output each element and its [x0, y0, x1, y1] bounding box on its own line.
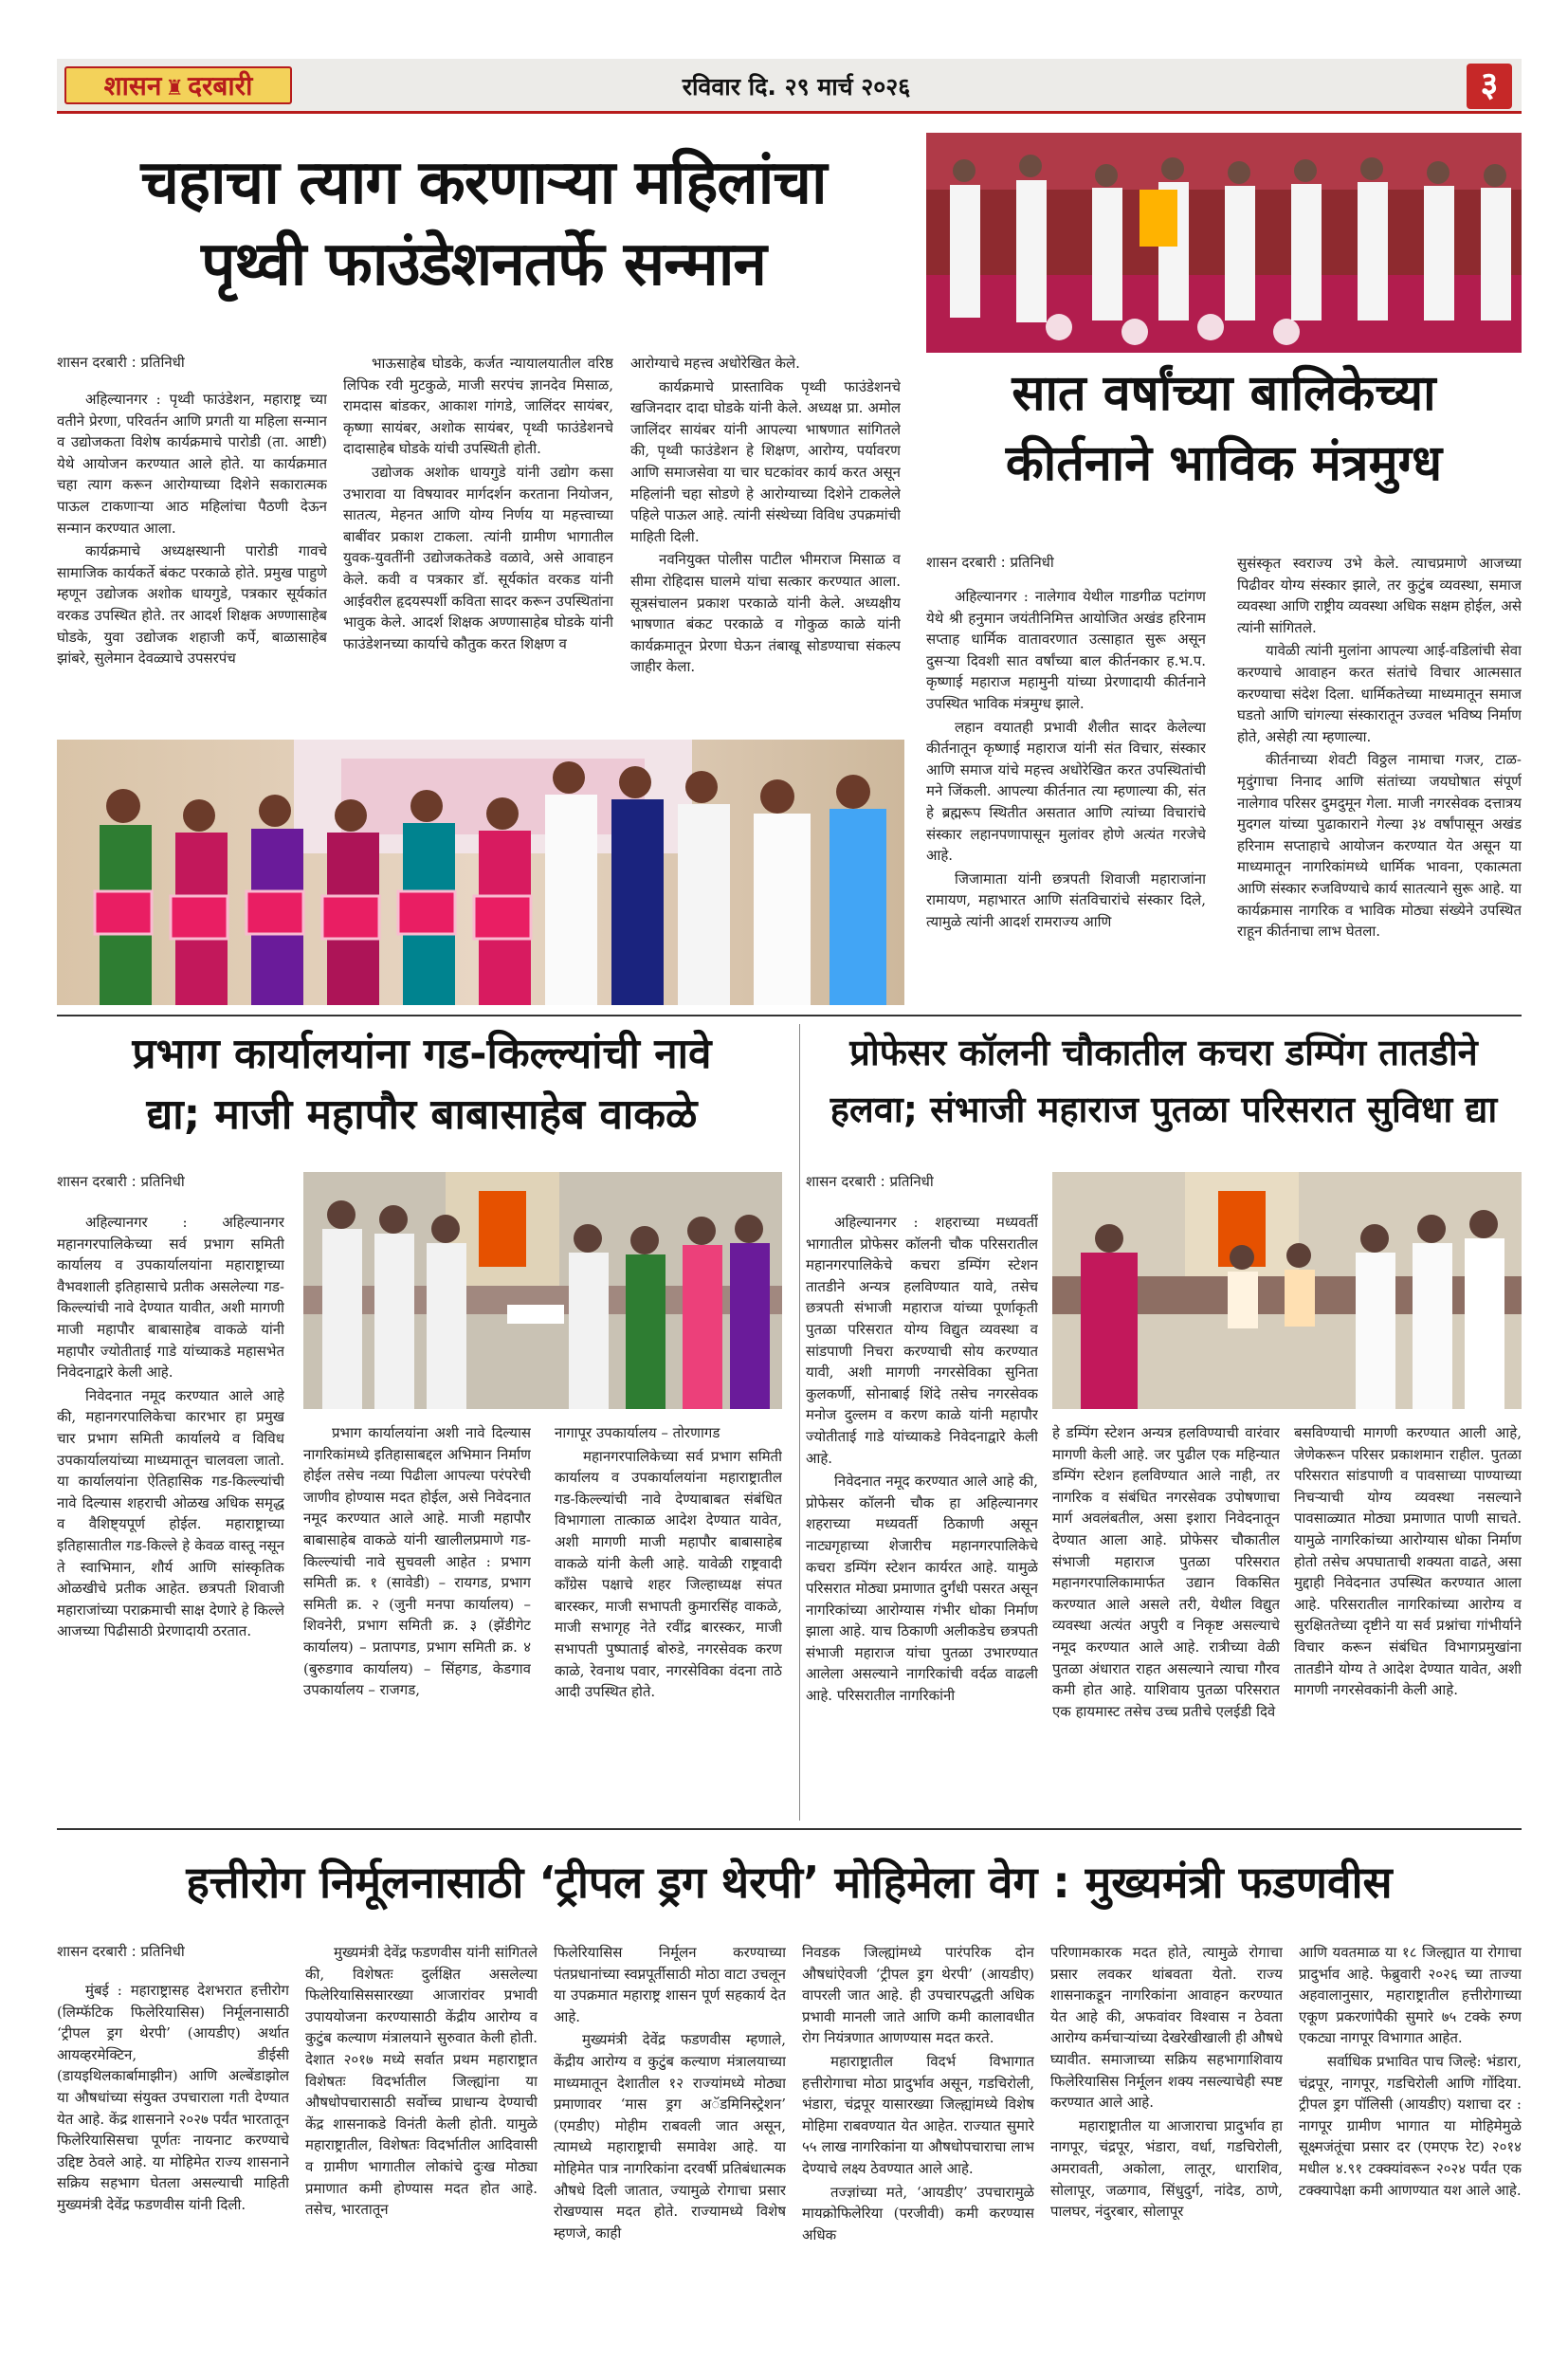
story5-column-2 [305, 1942, 538, 2359]
story3-paragraph: नागापूर उपकार्यालय – तोरणागड [555, 1424, 720, 1441]
story5-column-3 [554, 1942, 786, 2359]
story4-column-2 [1052, 1422, 1280, 1821]
story3-paragraph: निवेदनात नमूद करण्यात आले आहे की, महानगरपालिकेचा कारभार हा प्रमुख चार प्रभाग समिती कार्यालये व विविध उपकार्यालयांच्या माध्यमातून चालवला जातो. या कार्यालयांना ऐतिहासिक गड-किल्ल्यांची नावे दिल्यास शहराची ओळख अधिक समृद्ध व वैशिष्ट्यपूर्ण होईल. महाराष्ट्राच्या इतिहासातील गड-किल्ले हे केवळ वास्तू नसून ते स्वाभिमान, शौर्य आणि सांस्कृतिक ओळखीचे प्रतीक आहेत. छत्रपती शिवाजी महाराजांच्या पराक्रमाची साक्ष देणारे हे किल्ले आजच्या पिढीसाठी प्रेरणादायी ठरतात. [57, 1386, 284, 1640]
story4-byline: शासन दरबारी : प्रतिनिधी [806, 1173, 934, 1190]
story2-paragraph: लहान वयातही प्रभावी शैलीत सादर केलेल्या कीर्तनातून कृष्णाई महाराज यांनी संत विचार, संस्कार आणि समाज यांचे महत्त्व अधोरेखित करत उपस्थितांची मने जिंकली. आपल्या कीर्तनात त्या म्हणाल्या की, संत हे ब्रह्मरूप स्थितीत असतात आणि त्यांच्या विचारांचे संस्कार लहानपणापासून मुलांवर होणे अत्यंत गरजेचे आहे. [926, 718, 1206, 865]
lamp-icon: ♜ [165, 77, 185, 101]
story2-paragraph: यावेळी त्यांनी मुलांना आपल्या आई-वडिलांची सेवा करण्याचे आवाहन करत संतांचे विचार आत्मसात करण्याचा संदेश दिला. धार्मिकतेच्या माध्यमातून समाज घडतो आणि चांगल्या संस्कारातून उज्वल भविष्य निर्माण होते, असेही त्या म्हणाल्या. [1237, 642, 1522, 745]
logo-right-text: दरबारी [188, 70, 253, 101]
section-divider [57, 1015, 1522, 1016]
story2-column-2 [1237, 553, 1522, 1008]
story4-column-3 [1294, 1422, 1522, 1821]
story2-byline: शासन दरबारी : प्रतिनिधी [926, 554, 1054, 571]
story1-byline: शासन दरबारी : प्रतिनिधी [57, 354, 185, 371]
story2-paragraph: कीर्तनाच्या शेवटी विठ्ठल नामाचा गजर, टाळ-मृदुंगाचा निनाद आणि संतांच्या जयघोषात संपूर्ण नालेगाव परिसर दुमदुमून गेला. माजी नगरसेवक दत्तात्रय मुदगल यांच्या पुढाकाराने गेल्या ३४ वर्षांपासून अखंड हरिनाम सप्ताहाचे आयोजन करण्यात येत असून या माध्यमातून नागरिकांमध्ये धार्मिक भावना, एकात्मता आणि संस्कार रुजविण्याचे कार्य सातत्याने सुरू आहे. या कार्यक्रमास नागरिक व भाविक मोठ्या संख्येने उपस्थित राहून कीर्तनाचा लाभ घेतला. [1237, 751, 1522, 941]
story5-paragraph: आणि यवतमाळ या १८ जिल्ह्यात या रोगाचा प्रादुर्भाव आहे. फेब्रुवारी २०२६ च्या ताज्या अहवालानुसार, महाराष्ट्रातील हत्तीरोगाच्या एकूण प्रकरणांपैकी सुमारे ७५ टक्के रुग्ण एकट्या नागपूर विभागात आहेत. [1299, 1944, 1522, 2047]
story5-column-5 [1050, 1942, 1283, 2359]
story1-headline-line1: चहाचा त्याग करणाऱ्या महिलांचा [140, 148, 827, 218]
story1-column-1 [57, 389, 327, 730]
story1-paragraph: अहिल्यानगर : पृथ्वी फाउंडेशन, महाराष्ट्र च्या वतीने प्रेरणा, परिवर्तन आणि प्रगती या महिला सन्मान व उद्योजकता विशेष कार्यक्रमाचे पारोडी (ता. आष्टी) येथे आयोजन करण्यात आले होते. या कार्यक्रमात चहा त्याग करून आरोग्याच्या दिशेने सकारात्मक पाऊल टाकणाऱ्या आठ महिलांचा पैठणी देऊन सन्मान करण्यात आला. [57, 391, 327, 537]
story5-paragraph: फिलेरियासिस निर्मूलन करण्याच्या पंतप्रधानांच्या स्वप्नपूर्तीसाठी मोठा वाटा उचलून या उपक्रमात महाराष्ट्र शासन पूर्ण सहकार्य देत आहे. [554, 1944, 786, 2025]
story2-paragraph: अहिल्यानगर : नालेगाव येथील गाडगीळ पटांगण येथे श्री हनुमान जयंतीनिमित्त आयोजित अखंड हरिनाम सप्ताह धार्मिक वातावरणात उत्साहात सुरू असून दुसऱ्या दिवशी सात वर्षांच्या बाल कीर्तनकार ह.भ.प. कृष्णाई महाराज महामुनी यांच्या प्रेरणादायी कीर्तनाने उपस्थित भाविक मंत्रमुग्ध झाले. [926, 588, 1206, 712]
story5-paragraph: परिणामकारक मदत होते, त्यामुळे रोगाचा प्रसार लवकर थांबवता येतो. राज्य शासनाकडून नागरिकांना आवाहन करण्यात येत आहे की, अफवांवर विश्वास न ठेवता आरोग्य कर्मचाऱ्यांच्या देखरेखीखाली ही औषधे घ्यावीत. समाजाच्या सक्रिय सहभागाशिवाय फिलेरियासिस निर्मूलन शक्य नसल्याचेही स्पष्ट करण्यात आले आहे. [1050, 1944, 1283, 2112]
story1-group-photo [57, 740, 904, 1005]
story1-paragraph: कार्यक्रमाचे प्रास्ताविक पृथ्वी फाउंडेशनचे खजिनदार दादा घोडके यांनी केले. अध्यक्ष प्रा. अमोल जालिंदर सायंबर यांनी आपल्या भाषणात सांगितले की, पृथ्वी फाउंडेशन हे शिक्षण, आरोग्य, पर्यावरण आणि समाजसेवा या चार घटकांवर कार्य करत असून महिलांनी चहा सोडणे हे आरोग्याच्या दिशेने टाकलेले पहिले पाऊल आहे. त्यांनी संस्थेच्या विविध उपक्रमांची माहिती दिली. [630, 377, 901, 545]
story3-paragraph: अहिल्यानगर : अहिल्यानगर महानगरपालिकेच्या सर्व प्रभाग समिती कार्यालय व उपकार्यालयांना महाराष्ट्राच्या वैभवशाली इतिहासाचे प्रतीक असलेल्या गड-किल्ल्यांची नावे देण्यात यावीत, अशी मागणी माजी महापौर बाबासाहेब वाकळे यांनी महापौर ज्योतीताई गाडे यांच्याकडे महासभेत निवेदनाद्वारे केली आहे. [57, 1214, 284, 1382]
story3-memorandum-photo [303, 1172, 782, 1409]
story2-headline [926, 358, 1522, 499]
story5-byline: शासन दरबारी : प्रतिनिधी [57, 1943, 185, 1960]
story4-column-1 [806, 1212, 1038, 1819]
story5-paragraph: निवडक जिल्ह्यांमध्ये पारंपरिक दोन औषधांऐवजी ‘ट्रीपल ड्रग थेरपी’ (आयडीए) वापरली जात आहे. ही उपचारपद्धती अधिक प्रभावी मानली जाते आणि कमी कालावधीत रोग नियंत्रणात आणण्यास मदत करते. [802, 1944, 1034, 2047]
newspaper-logo [64, 66, 292, 104]
story2-headline-line1: सात वर्षांच्या बालिकेच्या [1012, 365, 1436, 422]
story1-paragraph: कार्यक्रमाचे अध्यक्षस्थानी पारोडी गावचे सामाजिक कार्यकर्ते बंकट परकाळे होते. प्रमुख पाहुणे म्हणून उद्योजक अशोक धायगुडे, पत्रकार सूर्यकांत वरकड उपस्थित होते. तर आदर्श शिक्षक अण्णासाहेब घोडके, युवा उद्योजक शहाजी कर्पे, बाळासाहेब झांबरे, सुलेमान देवळ्याचे उपसरपंच [57, 542, 327, 668]
story3-headline-line2: द्या; माजी महापौर बाबासाहेब वाकळे [146, 1090, 698, 1139]
section-divider [57, 1828, 1522, 1830]
story2-headline-line2: कीर्तनाने भाविक मंत्रमुग्ध [1005, 435, 1443, 492]
story2-kirtan-photo [926, 133, 1522, 353]
story5-paragraph: मुख्यमंत्री देवेंद्र फडणवीस यांनी सांगितले की, विशेषतः दुर्लक्षित असलेल्या फिलेरियासिससारख्या आजारांवर प्रभावी उपाययोजना करण्यासाठी केंद्रीय आरोग्य व कुटुंब कल्याण मंत्रालयाने सुरुवात केली होती. देशात २०१७ मध्ये सर्वात प्रथम महाराष्ट्रात विशेषतः विदर्भातील जिल्ह्यांना या औषधोपचारासाठी सर्वोच्च प्राधान्य देण्याची केंद्र शासनाकडे विनंती केली होती. यामुळे महाराष्ट्रातील, विशेषतः विदर्भातील आदिवासी व ग्रामीण भागातील लोकांचे दुःख मोठ्या प्रमाणात कमी होण्यास मदत होत आहे. तसेच, भारतातून [305, 1944, 538, 2219]
story1-column-3 [630, 353, 901, 732]
story1-headline-line2: पृथ्वी फाउंडेशनतर्फे सन्मान [201, 229, 766, 300]
story3-byline: शासन दरबारी : प्रतिनिधी [57, 1173, 185, 1190]
page-number: ३ [1467, 64, 1512, 109]
story1-column-2 [343, 353, 613, 732]
story1-paragraph: उद्योजक अशोक धायगुडे यांनी उद्योग कसा उभारावा या विषयावर मार्गदर्शन करताना नियोजन, सातत्य, मेहनत आणि योग्य निर्णय या महत्त्वाच्या बाबींवर प्रकाश टाकला. त्यांनी ग्रामीण भागातील युवक-युवतींनी उद्योजकतेकडे वळावे, असे आवाहन केले. कवी व पत्रकार डॉ. सूर्यकांत वरकड यांनी आईवरील हृदयस्पर्शी कविता सादर करून उपस्थितांना भावुक केले. आदर्श शिक्षक अण्णासाहेब घोडके यांनी फाउंडेशनच्या कार्याचे कौतुक करत शिक्षण व [343, 463, 613, 652]
story5-paragraph: मुंबई : महाराष्ट्रासह देशभरात हत्तीरोग (लिम्फॅटिक फिलेरियासिस) निर्मूलनासाठी ‘ट्रीपल ड्रग थेरपी’ (आयडीए) अर्थात आयव्हरमेक्टिन, डीईसी (डायइथिलकार्बामाझीन) आणि अल्बेंडाझोल या औषधांच्या संयुक्त उपचाराला गती देण्यात येत आहे. केंद्र शासनाने २०२७ पर्यंत भारतातून फिलेरियासिसचा पूर्णतः नायनाट करण्याचे उद्दिष्ट ठेवले आहे. या मोहिमेत राज्य शासनाने सक्रिय सहभाग घेतला असल्याची माहिती मुख्यमंत्री देवेंद्र फडणवीस यांनी दिली. [57, 1982, 289, 2213]
story5-headline-text: हत्तीरोग निर्मूलनासाठी ‘ट्रीपल ड्रग थेरपी’ मोहिमेला वेग : मुख्यमंत्री फडणवीस [186, 1857, 1393, 1908]
story5-column-4 [802, 1942, 1034, 2359]
column-divider [799, 1024, 800, 1821]
story2-paragraph: सुसंस्कृत स्वराज्य उभे केले. त्याचप्रमाणे आजच्या पिढीवर योग्य संस्कार झाले, तर कुटुंब व्यवस्था, समाज व्यवस्था आणि राष्ट्रीय व्यवस्था अधिक सक्षम होईल, असे त्यांनी सांगितले. [1237, 555, 1522, 636]
story4-paragraph: बसविण्याची मागणी करण्यात आली आहे, जेणेकरून परिसर प्रकाशमान राहील. पुतळा परिसरात सांडपाणी व पावसाच्या पाण्याच्या निचऱ्याची योग्य व्यवस्था नसल्याने पावसाळ्यात मोठ्या प्रमाणात पाणी साचते. यामुळे नागरिकांच्या आरोग्यास धोका निर्माण होतो तसेच अपघाताची शक्यता वाढते, असा मुद्दाही निवेदनात उपस्थित करण्यात आला आहे. परिसरातील नागरिकांच्या आरोग्य व सुरक्षिततेच्या दृष्टीने या सर्व प्रश्नांचा गांभीर्याने विचार करून संबंधित विभागप्रमुखांना तातडीने योग्य ते आदेश देण्यात यावेत, अशी मागणी नगरसेवकांनी केली आहे. [1294, 1424, 1522, 1699]
story1-paragraph: आरोग्याचे महत्त्व अधोरेखित केले. [630, 355, 800, 372]
story1-paragraph: नवनियुक्त पोलीस पाटील भीमराज मिसाळ व सीमा रोहिदास घालमे यांचा सत्कार करण्यात आला. सूत्रसंचालन प्रकाश परकाळे यांनी केले. अध्यक्षीय भाषणात बंकट परकाळे व गोकुळ काळे यांनी कार्यक्रमातून प्रेरणा घेऊन तंबाखू सोडण्याचा संकल्प जाहीर केला. [630, 551, 901, 676]
story5-column-6 [1299, 1942, 1522, 2359]
story5-paragraph: महाराष्ट्रातील विदर्भ विभागात हत्तीरोगाचा मोठा प्रादुर्भाव असून, गडचिरोली, भंडारा, चंद्रपूर यासारख्या जिल्ह्यांमध्ये विशेष मोहिमा राबवण्यात येत आहेत. राज्यात सुमारे ५५ लाख नागरिकांना या औषधोपचाराचा लाभ देण्याचे लक्ष्य ठेवण्यात आले आहे. [802, 2052, 1034, 2177]
masthead [57, 59, 1522, 114]
story3-headline [57, 1024, 787, 1145]
story4-headline [806, 1024, 1522, 1138]
story5-headline [57, 1844, 1522, 1920]
story5-paragraph: महाराष्ट्रातील या आजाराचा प्रादुर्भाव हा नागपूर, चंद्रपूर, भंडारा, वर्धा, गडचिरोली, अमरावती, अकोला, लातूर, धाराशिव, सोलापूर, जळगाव, सिंधुदुर्ग, नांदेड, ठाणे, पालघर, नंदुरबार, सोलापूर [1050, 2116, 1283, 2221]
story4-headline-line2: हलवा; संभाजी महाराज पुतळा परिसरात सुविधा द्या [830, 1089, 1498, 1130]
story3-column-2 [303, 1422, 531, 1821]
story3-paragraph: प्रभाग कार्यालयांना अशी नावे दिल्यास नागरिकांमध्ये इतिहासाबद्दल अभिमान निर्माण होईल तसेच नव्या पिढीला आपल्या परंपरेची जाणीव होण्यास मदत होईल, असे निवेदनात नमूद करण्यात आले आहे. माजी महापौर बाबासाहेब वाकळे यांनी खालीलप्रमाणे गड-किल्ल्यांची नावे सुचवली आहेत : प्रभाग समिती क्र. १ (सावेडी) – रायगड, प्रभाग समिती क्र. २ (जुनी मनपा कार्यालय) – शिवनेरी, प्रभाग समिती क्र. ३ (झेंडीगेट कार्यालय) – प्रतापगड, प्रभाग समिती क्र. ४ (बुरुडगाव कार्यालय) – सिंहगड, केडगाव उपकार्यालय – राजगड, [303, 1424, 531, 1699]
story4-paragraph: निवेदनात नमूद करण्यात आले आहे की, प्रोफेसर कॉलनी चौक हा अहिल्यानगर शहराच्या मध्यवर्ती ठिकाणी असून नाट्यगृहाच्या शेजारीच महानगरपालिकेचे कचरा डम्पिंग स्टेशन कार्यरत आहे. यामुळे परिसरात मोठ्या प्रमाणात दुर्गंधी पसरत असून नागरिकांच्या आरोग्यास गंभीर धोका निर्माण झाला आहे. याच ठिकाणी अलीकडेच छत्रपती संभाजी महाराज यांचा पुतळा उभारण्यात आलेला असल्याने नागरिकांची वर्दळ वाढली आहे. परिसरातील नागरिकांनी [806, 1473, 1038, 1705]
story1-paragraph: भाऊसाहेब घोडके, कर्जत न्यायालयातील वरिष्ठ लिपिक रवी मुटकुळे, माजी सरपंच ज्ञानदेव मिसाळ, रामदास बांडकर, आकाश गांगडे, जालिंदर सायंबर, कृष्णा सायंबर, अशोक सायंबर, पृथ्वी फाउंडेशनचे दादासाहेब घोडके यांची उपस्थिती होती. [343, 355, 613, 458]
story5-paragraph: मुख्यमंत्री देवेंद्र फडणवीस म्हणाले, केंद्रीय आरोग्य व कुटुंब कल्याण मंत्रालयाच्या माध्यमातून देशातील १२ राज्यांमध्ये मोठ्या प्रमाणावर ‘मास ड्रग अॅडमिनिस्ट्रेशन’ (एमडीए) मोहीम राबवली जात असून, त्यामध्ये महाराष्ट्राची समावेश आहे. या मोहिमेत पात्र नागरिकांना दरवर्षी प्रतिबंधात्मक औषधे दिली जातात, ज्यामुळे रोगाचा प्रसार रोखण्यास मदत होते. राज्यामध्ये विशेष म्हणजे, काही [554, 2031, 786, 2242]
story5-column-1 [57, 1980, 289, 2359]
issue-date: रविवार दि. २९ मार्च २०२६ [682, 73, 911, 101]
story2-column-1 [926, 586, 1206, 1008]
story4-paragraph: अहिल्यानगर : शहराच्या मध्यवर्ती भागातील प्रोफेसर कॉलनी चौक परिसरातील महानगरपालिकेचे कचरा डम्पिंग स्टेशन तातडीने अन्यत्र हलविण्यात यावे, तसेच छत्रपती संभाजी महाराज यांच्या पूर्णाकृती पुतळा परिसरात योग्य विद्युत व्यवस्था व सांडपाणी निचरा करण्याची सोय करण्यात यावी, अशी मागणी नगरसेविका सुनिता कुलकर्णी, सोनाबाई शिंदे तसेच नगरसेवक मनोज दुल्लम व करण काळे यांनी महापौर ज्योतीताई गाडे यांच्याकडे निवेदनाद्वारे केली आहे. [806, 1214, 1038, 1467]
logo-left-text: शासन [103, 70, 162, 101]
story3-column-3 [555, 1422, 782, 1821]
story4-headline-line1: प्रोफेसर कॉलनी चौकातील कचरा डम्पिंग तातडीने [849, 1032, 1478, 1073]
story3-column-1 [57, 1212, 284, 1819]
story5-paragraph: तज्ज्ञांच्या मते, ‘आयडीए’ उपचारामुळे मायक्रोफिलेरिया (परजीवी) कमी करण्यास अधिक [802, 2183, 1034, 2243]
story5-paragraph: सर्वाधिक प्रभावित पाच जिल्हे: भंडारा, चंद्रपूर, नागपूर, गडचिरोली आणि गोंदिया. ट्रीपल ड्रग पॉलिसी (आयडीए) यशाचा दर : नागपूर ग्रामीण भागात या मोहिमेमुळे सूक्ष्मजंतूंचा प्रसार दर (एमएफ रेट) २०१४ मधील ४.९१ टक्क्यांवरून २०२४ पर्यंत एक टक्क्यापेक्षा कमी आणण्यात यश आले आहे. [1299, 2052, 1522, 2199]
story3-headline-line1: प्रभाग कार्यालयांना गड-किल्ल्यांची नावे [132, 1030, 712, 1078]
story4-paragraph: हे डम्पिंग स्टेशन अन्यत्र हलविण्याची वारंवार मागणी केली आहे. जर पुढील एक महिन्यात डम्पिंग स्टेशन हलविण्यात आले नाही, तर नागरिक व संबंधित नगरसेवक उपोषणाचा मार्ग अवलंबतील, असा इशारा निवेदनातून देण्यात आला आहे. प्रोफेसर चौकातील संभाजी महाराज पुतळा परिसरात महानगरपालिकामार्फत उद्यान विकसित करण्यात आले असले तरी, येथील विद्युत व्यवस्था अत्यंत अपुरी व निकृष्ट असल्याचे नमूद करण्यात आले आहे. रात्रीच्या वेळी पुतळा अंधारात राहत असल्याने त्याचा गौरव कमी होत आहे. याशिवाय पुतळा परिसरात एक हायमास्ट तसेच उच्च प्रतीचे एलईडी दिवे [1052, 1424, 1280, 1720]
story3-paragraph: महानगरपालिकेच्या सर्व प्रभाग समिती कार्यालय व उपकार्यालयांना महाराष्ट्रातील गड-किल्ल्यांची नावे देण्याबाबत संबंधित विभागाला तात्काळ आदेश देण्यात यावेत, अशी मागणी माजी महापौर बाबासाहेब वाकळे यांनी केली आहे. यावेळी राष्ट्रवादी काँग्रेस पक्षाचे शहर जिल्हाध्यक्ष संपत बारस्कर, माजी सभापती कुमारसिंह वाकळे, माजी सभागृह नेते रवींद्र बारस्कर, माजी सभापती पुष्पाताई बोरुडे, नगरसेवक करण काळे, रेवनाथ पवार, नगरसेविका वंदना ताठे आदी उपस्थित होते. [555, 1447, 782, 1701]
story2-paragraph: जिजामाता यांनी छत्रपती शिवाजी महाराजांना रामायण, महाभारत आणि संतविचारांचे संस्कार दिले, त्यामुळे त्यांनी आदर्श रामराज्य आणि [926, 870, 1206, 930]
story1-headline [57, 142, 910, 305]
story4-memorandum-photo [1052, 1172, 1522, 1409]
